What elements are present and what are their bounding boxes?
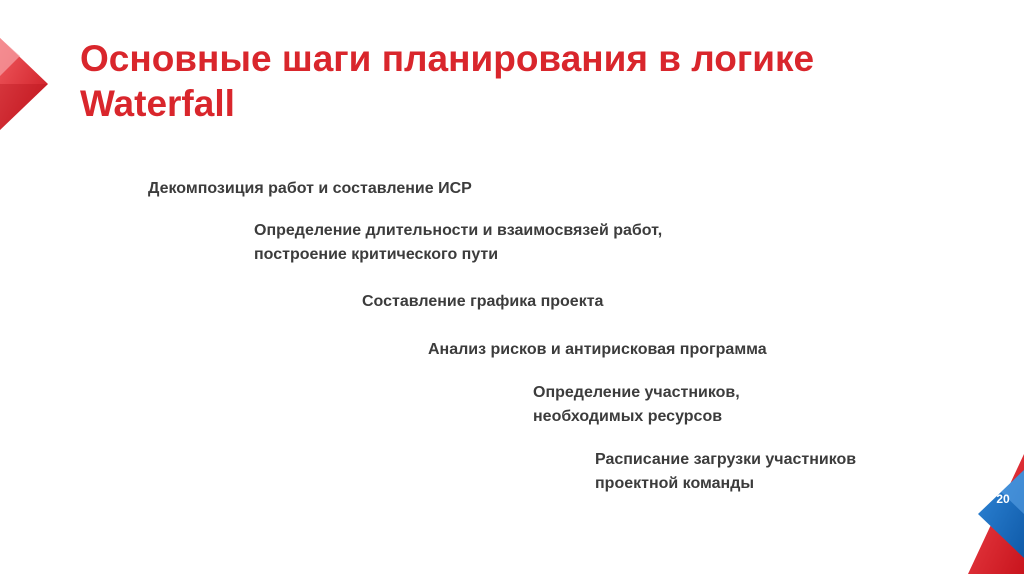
- step-text: Декомпозиция работ и составление ИСР: [148, 180, 472, 197]
- step-text: Определение участников,: [533, 384, 740, 401]
- step-text: Расписание загрузки участников: [595, 451, 857, 468]
- step-text: построение критического пути: [254, 246, 499, 263]
- page-number: 20: [996, 492, 1010, 506]
- step-text: Составление графика проекта: [362, 293, 604, 310]
- step-text: Определение длительности и взаимосвязей работ,: [254, 222, 663, 239]
- step-team-load-schedule: [595, 448, 856, 496]
- step-decomposition: [148, 177, 472, 201]
- step-schedule: [362, 290, 603, 314]
- step-text: необходимых ресурсов: [533, 408, 723, 425]
- left-arrow-decoration: [0, 0, 50, 140]
- slide-title: Основные шаги планирования в логике Waterfall: [80, 38, 815, 124]
- step-risk-analysis: [428, 338, 767, 362]
- step-duration-critical-path: [254, 219, 662, 267]
- step-text: проектной команды: [595, 475, 755, 492]
- step-participants-resources: [533, 381, 740, 429]
- corner-decoration: [968, 454, 1024, 574]
- step-text: Анализ рисков и антирисковая программа: [428, 341, 767, 358]
